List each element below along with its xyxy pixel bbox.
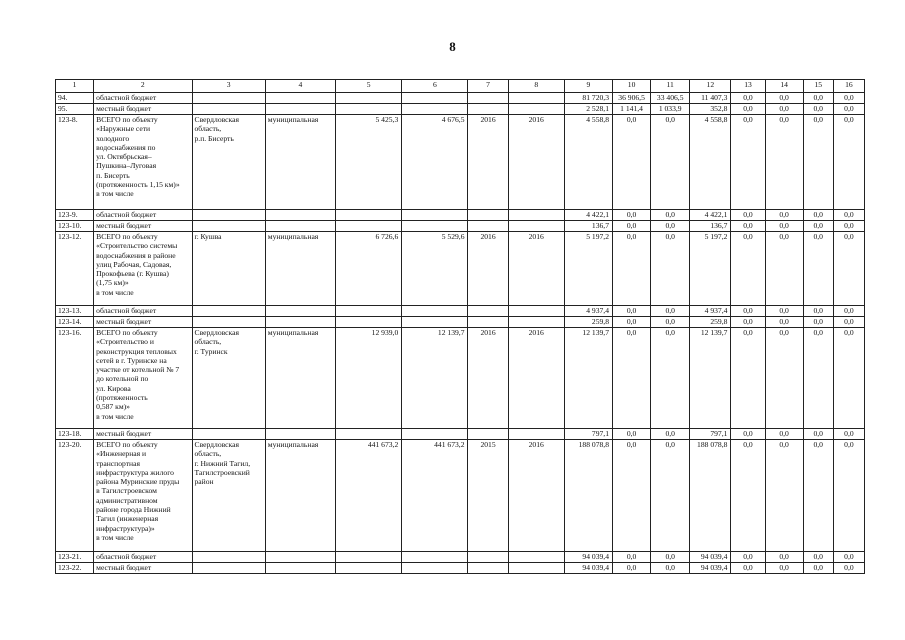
table-cell: 797,1 xyxy=(564,429,612,440)
table-cell xyxy=(468,306,508,317)
table-cell: 0,0 xyxy=(731,115,765,210)
table-cell: 2015 xyxy=(468,440,508,552)
column-header: 1 xyxy=(56,80,94,93)
table-cell: 123-16. xyxy=(56,328,94,429)
table-cell: 123-20. xyxy=(56,440,94,552)
table-cell: 123-8. xyxy=(56,115,94,210)
table-cell xyxy=(192,317,265,328)
table-cell: 0,0 xyxy=(833,221,864,232)
table-cell: 0,0 xyxy=(731,93,765,104)
table-cell xyxy=(402,317,468,328)
table-cell xyxy=(508,221,564,232)
table-cell xyxy=(402,210,468,221)
table-cell: 0,0 xyxy=(803,93,833,104)
table-cell: 0,0 xyxy=(651,429,690,440)
table-cell xyxy=(508,429,564,440)
table-cell xyxy=(508,104,564,115)
object-row xyxy=(56,115,865,210)
table-cell: 4 422,1 xyxy=(564,210,612,221)
table-cell xyxy=(468,221,508,232)
column-header: 2 xyxy=(94,80,192,93)
table-cell: 123-12. xyxy=(56,232,94,306)
table-cell xyxy=(265,306,335,317)
column-header: 4 xyxy=(265,80,335,93)
table-cell: 0,0 xyxy=(765,306,803,317)
table-cell: 352,8 xyxy=(690,104,731,115)
table-cell: 0,0 xyxy=(613,552,651,563)
table-cell: 0,0 xyxy=(731,210,765,221)
table-cell: 12 939,0 xyxy=(336,328,402,429)
table-cell: 0,0 xyxy=(765,563,803,574)
budget-row xyxy=(56,552,865,563)
table-cell: 0,0 xyxy=(833,93,864,104)
table-cell: 0,0 xyxy=(803,115,833,210)
table-cell: 2 528,1 xyxy=(564,104,612,115)
table-cell: 0,0 xyxy=(731,429,765,440)
column-header: 7 xyxy=(468,80,508,93)
table-cell xyxy=(508,210,564,221)
budget-row xyxy=(56,221,865,232)
table-cell xyxy=(265,93,335,104)
table-cell: 0,0 xyxy=(613,429,651,440)
table-cell: 0,0 xyxy=(833,552,864,563)
table-cell: 136,7 xyxy=(690,221,731,232)
table-cell: 0,0 xyxy=(731,440,765,552)
table-cell: 0,0 xyxy=(651,221,690,232)
table-cell: 5 529,6 xyxy=(402,232,468,306)
table-cell: 5 197,2 xyxy=(690,232,731,306)
table-cell xyxy=(402,104,468,115)
table-cell: 4 937,4 xyxy=(564,306,612,317)
table-cell: 5 197,2 xyxy=(564,232,612,306)
table-cell: муниципальная xyxy=(265,440,335,552)
table-cell: 123-10. xyxy=(56,221,94,232)
budget-table xyxy=(55,79,865,574)
table-cell: 0,0 xyxy=(803,552,833,563)
table-cell xyxy=(192,552,265,563)
table-cell xyxy=(508,552,564,563)
table-cell xyxy=(336,221,402,232)
budget-row xyxy=(56,306,865,317)
table-cell xyxy=(336,210,402,221)
table-cell xyxy=(265,317,335,328)
table-cell: 0,0 xyxy=(731,552,765,563)
table-cell: 0,0 xyxy=(833,317,864,328)
column-header: 6 xyxy=(402,80,468,93)
table-cell: 6 726,6 xyxy=(336,232,402,306)
column-header: 8 xyxy=(508,80,564,93)
object-row xyxy=(56,232,865,306)
table-cell: 0,0 xyxy=(731,104,765,115)
table-cell: 0,0 xyxy=(765,232,803,306)
table-cell xyxy=(192,210,265,221)
table-cell: 0,0 xyxy=(731,328,765,429)
table-cell: 2016 xyxy=(508,328,564,429)
table-cell: 0,0 xyxy=(651,317,690,328)
table-cell xyxy=(402,93,468,104)
column-header: 13 xyxy=(731,80,765,93)
table-cell xyxy=(336,563,402,574)
table-cell: 1 141,4 xyxy=(613,104,651,115)
table-cell: ВСЕГО по объекту «Инженерная и транспортная инфраструктура жилого района Муринские пруды в Тагилстроевском административном районе города Нижний Тагил (инженерная инфраструктура)» в том числе xyxy=(94,440,192,552)
table-cell: 0,0 xyxy=(833,306,864,317)
table-cell: 0,0 xyxy=(651,306,690,317)
table-cell: 0,0 xyxy=(833,104,864,115)
table-cell: муниципальная xyxy=(265,115,335,210)
table-cell: 0,0 xyxy=(765,93,803,104)
table-cell: 0,0 xyxy=(731,306,765,317)
budget-row xyxy=(56,93,865,104)
table-cell: 2016 xyxy=(508,232,564,306)
table-cell: 123-13. xyxy=(56,306,94,317)
table-cell: местный бюджет xyxy=(94,104,192,115)
table-cell: 259,8 xyxy=(690,317,731,328)
table-cell: 95. xyxy=(56,104,94,115)
table-cell: 0,0 xyxy=(765,221,803,232)
table-cell: 2016 xyxy=(508,440,564,552)
table-cell: 0,0 xyxy=(613,317,651,328)
table-cell: 123-22. xyxy=(56,563,94,574)
table-cell xyxy=(265,429,335,440)
table-cell: 94 039,4 xyxy=(564,563,612,574)
table-cell: 11 407,3 xyxy=(690,93,731,104)
table-cell: 0,0 xyxy=(765,440,803,552)
table-body xyxy=(56,93,865,574)
table-cell xyxy=(468,552,508,563)
table-cell: 2016 xyxy=(468,232,508,306)
table-cell: 2016 xyxy=(468,115,508,210)
table-cell: 2016 xyxy=(508,115,564,210)
table-cell xyxy=(265,104,335,115)
table-cell xyxy=(336,429,402,440)
table-cell: 2016 xyxy=(468,328,508,429)
table-cell: областной бюджет xyxy=(94,306,192,317)
table-cell: 0,0 xyxy=(803,210,833,221)
column-header: 5 xyxy=(336,80,402,93)
table-cell: 123-14. xyxy=(56,317,94,328)
table-cell xyxy=(192,429,265,440)
table-cell xyxy=(468,563,508,574)
table-cell: 0,0 xyxy=(765,328,803,429)
object-row xyxy=(56,328,865,429)
table-cell xyxy=(402,429,468,440)
table-cell: 0,0 xyxy=(731,563,765,574)
column-header: 12 xyxy=(690,80,731,93)
object-row xyxy=(56,440,865,552)
table-cell xyxy=(336,306,402,317)
table-cell xyxy=(508,317,564,328)
table-cell: 0,0 xyxy=(731,221,765,232)
table-cell: 1 033,9 xyxy=(651,104,690,115)
table-cell: муниципальная xyxy=(265,232,335,306)
column-header: 15 xyxy=(803,80,833,93)
column-header: 3 xyxy=(192,80,265,93)
table-cell xyxy=(468,93,508,104)
table-cell: местный бюджет xyxy=(94,429,192,440)
table-cell: 0,0 xyxy=(613,232,651,306)
table-cell xyxy=(336,104,402,115)
column-header: 11 xyxy=(651,80,690,93)
budget-row xyxy=(56,317,865,328)
budget-row xyxy=(56,563,865,574)
table-cell: 0,0 xyxy=(803,232,833,306)
table-cell: 0,0 xyxy=(765,104,803,115)
table-cell xyxy=(192,104,265,115)
table-cell xyxy=(265,221,335,232)
table-cell xyxy=(402,306,468,317)
table-cell xyxy=(508,563,564,574)
budget-row xyxy=(56,210,865,221)
table-cell: 0,0 xyxy=(803,440,833,552)
column-header: 10 xyxy=(613,80,651,93)
table-cell: 0,0 xyxy=(651,210,690,221)
table-cell: 0,0 xyxy=(651,563,690,574)
table-cell: 4 676,5 xyxy=(402,115,468,210)
table-cell: 0,0 xyxy=(613,306,651,317)
table-cell: 188 078,8 xyxy=(690,440,731,552)
table-cell: 441 673,2 xyxy=(402,440,468,552)
table-cell xyxy=(192,93,265,104)
table-cell: местный бюджет xyxy=(94,317,192,328)
table-cell: 0,0 xyxy=(613,115,651,210)
table-cell xyxy=(265,552,335,563)
budget-row xyxy=(56,429,865,440)
table-cell: 94 039,4 xyxy=(690,563,731,574)
table-cell: 0,0 xyxy=(833,429,864,440)
table-cell xyxy=(192,563,265,574)
table-cell: 0,0 xyxy=(833,115,864,210)
table-cell: 123-21. xyxy=(56,552,94,563)
table-cell: 259,8 xyxy=(564,317,612,328)
table-cell xyxy=(336,317,402,328)
table-cell xyxy=(508,93,564,104)
table-cell: 0,0 xyxy=(833,210,864,221)
table-cell: 0,0 xyxy=(833,232,864,306)
table-cell: 0,0 xyxy=(803,221,833,232)
table-cell: 0,0 xyxy=(731,317,765,328)
table-cell: 797,1 xyxy=(690,429,731,440)
table-cell: 81 720,3 xyxy=(564,93,612,104)
table-cell xyxy=(402,563,468,574)
header-row xyxy=(56,80,865,93)
table-cell: 0,0 xyxy=(765,429,803,440)
table-cell: 441 673,2 xyxy=(336,440,402,552)
table-cell: 94. xyxy=(56,93,94,104)
table-cell: 4 422,1 xyxy=(690,210,731,221)
table-cell: 0,0 xyxy=(833,328,864,429)
table-cell: 4 937,4 xyxy=(690,306,731,317)
table-cell: 0,0 xyxy=(613,440,651,552)
table-cell: 0,0 xyxy=(651,328,690,429)
table-cell: 0,0 xyxy=(803,306,833,317)
table-cell xyxy=(508,306,564,317)
table-cell: 136,7 xyxy=(564,221,612,232)
budget-row xyxy=(56,104,865,115)
table-cell: 4 558,8 xyxy=(564,115,612,210)
table-cell: г. Кушва xyxy=(192,232,265,306)
table-cell: 12 139,7 xyxy=(402,328,468,429)
table-cell: 123-18. xyxy=(56,429,94,440)
table-cell: 188 078,8 xyxy=(564,440,612,552)
table-cell xyxy=(265,563,335,574)
table-cell: 0,0 xyxy=(651,232,690,306)
table-cell: 0,0 xyxy=(765,317,803,328)
table-cell xyxy=(468,104,508,115)
table-cell: ВСЕГО по объекту «Строительство системы водоснабжения в районе улиц Рабочая, Садовая, Прокофьева (г. Кушва) (1,75 км)» в том числе xyxy=(94,232,192,306)
table-cell: областной бюджет xyxy=(94,210,192,221)
table-cell: 4 558,8 xyxy=(690,115,731,210)
table-cell: 5 425,3 xyxy=(336,115,402,210)
table-cell: 0,0 xyxy=(833,440,864,552)
table-cell: 0,0 xyxy=(613,221,651,232)
table-cell: Свердловская область, г. Туринск xyxy=(192,328,265,429)
table-cell xyxy=(336,552,402,563)
table-cell: 0,0 xyxy=(803,328,833,429)
table-cell: 0,0 xyxy=(803,104,833,115)
table-cell: 12 139,7 xyxy=(690,328,731,429)
table-cell: 0,0 xyxy=(765,210,803,221)
table-cell: 0,0 xyxy=(803,429,833,440)
table-cell: 0,0 xyxy=(803,317,833,328)
column-header: 9 xyxy=(564,80,612,93)
table-cell: 0,0 xyxy=(613,210,651,221)
table-cell: 36 906,5 xyxy=(613,93,651,104)
table-cell xyxy=(402,552,468,563)
table-cell: областной бюджет xyxy=(94,552,192,563)
table-cell xyxy=(468,317,508,328)
table-cell: 123-9. xyxy=(56,210,94,221)
table-cell xyxy=(336,93,402,104)
table-cell: областной бюджет xyxy=(94,93,192,104)
table-cell xyxy=(192,221,265,232)
table-cell: 0,0 xyxy=(833,563,864,574)
table-cell xyxy=(402,221,468,232)
table-cell: Свердловская область, р.п. Бисерть xyxy=(192,115,265,210)
table-cell: местный бюджет xyxy=(94,221,192,232)
table-cell: местный бюджет xyxy=(94,563,192,574)
page-number: 8 xyxy=(449,39,456,54)
table-cell: 0,0 xyxy=(651,552,690,563)
table-cell: ВСЕГО по объекту «Строительство и реконструкция тепловых сетей в г. Туринске на участке от котельной № 7 до котельной по ул. Кирова (протяженность 0,587 км)» в том числе xyxy=(94,328,192,429)
table-cell: 0,0 xyxy=(613,328,651,429)
table-cell: муниципальная xyxy=(265,328,335,429)
table-cell: 33 406,5 xyxy=(651,93,690,104)
table-cell: 0,0 xyxy=(731,232,765,306)
table-cell: 0,0 xyxy=(765,115,803,210)
table-cell: 94 039,4 xyxy=(564,552,612,563)
table-cell: 94 039,4 xyxy=(690,552,731,563)
column-header: 14 xyxy=(765,80,803,93)
table-cell xyxy=(468,429,508,440)
table-cell: 12 139,7 xyxy=(564,328,612,429)
table-cell: 0,0 xyxy=(803,563,833,574)
table-cell xyxy=(468,210,508,221)
column-header: 16 xyxy=(833,80,864,93)
table-cell: 0,0 xyxy=(765,552,803,563)
table-cell: 0,0 xyxy=(651,440,690,552)
table-cell: 0,0 xyxy=(651,115,690,210)
table-cell xyxy=(265,210,335,221)
table-cell: 0,0 xyxy=(613,563,651,574)
table-cell: Свердловская область, г. Нижний Тагил, Тагилстроевский район xyxy=(192,440,265,552)
table-cell xyxy=(192,306,265,317)
table-cell: ВСЕГО по объекту «Наружные сети холодного водоснабжения по ул. Октябрьская– Пушкина–Луговая п. Бисерть (протяженность 1,15 км)» в том числе xyxy=(94,115,192,210)
